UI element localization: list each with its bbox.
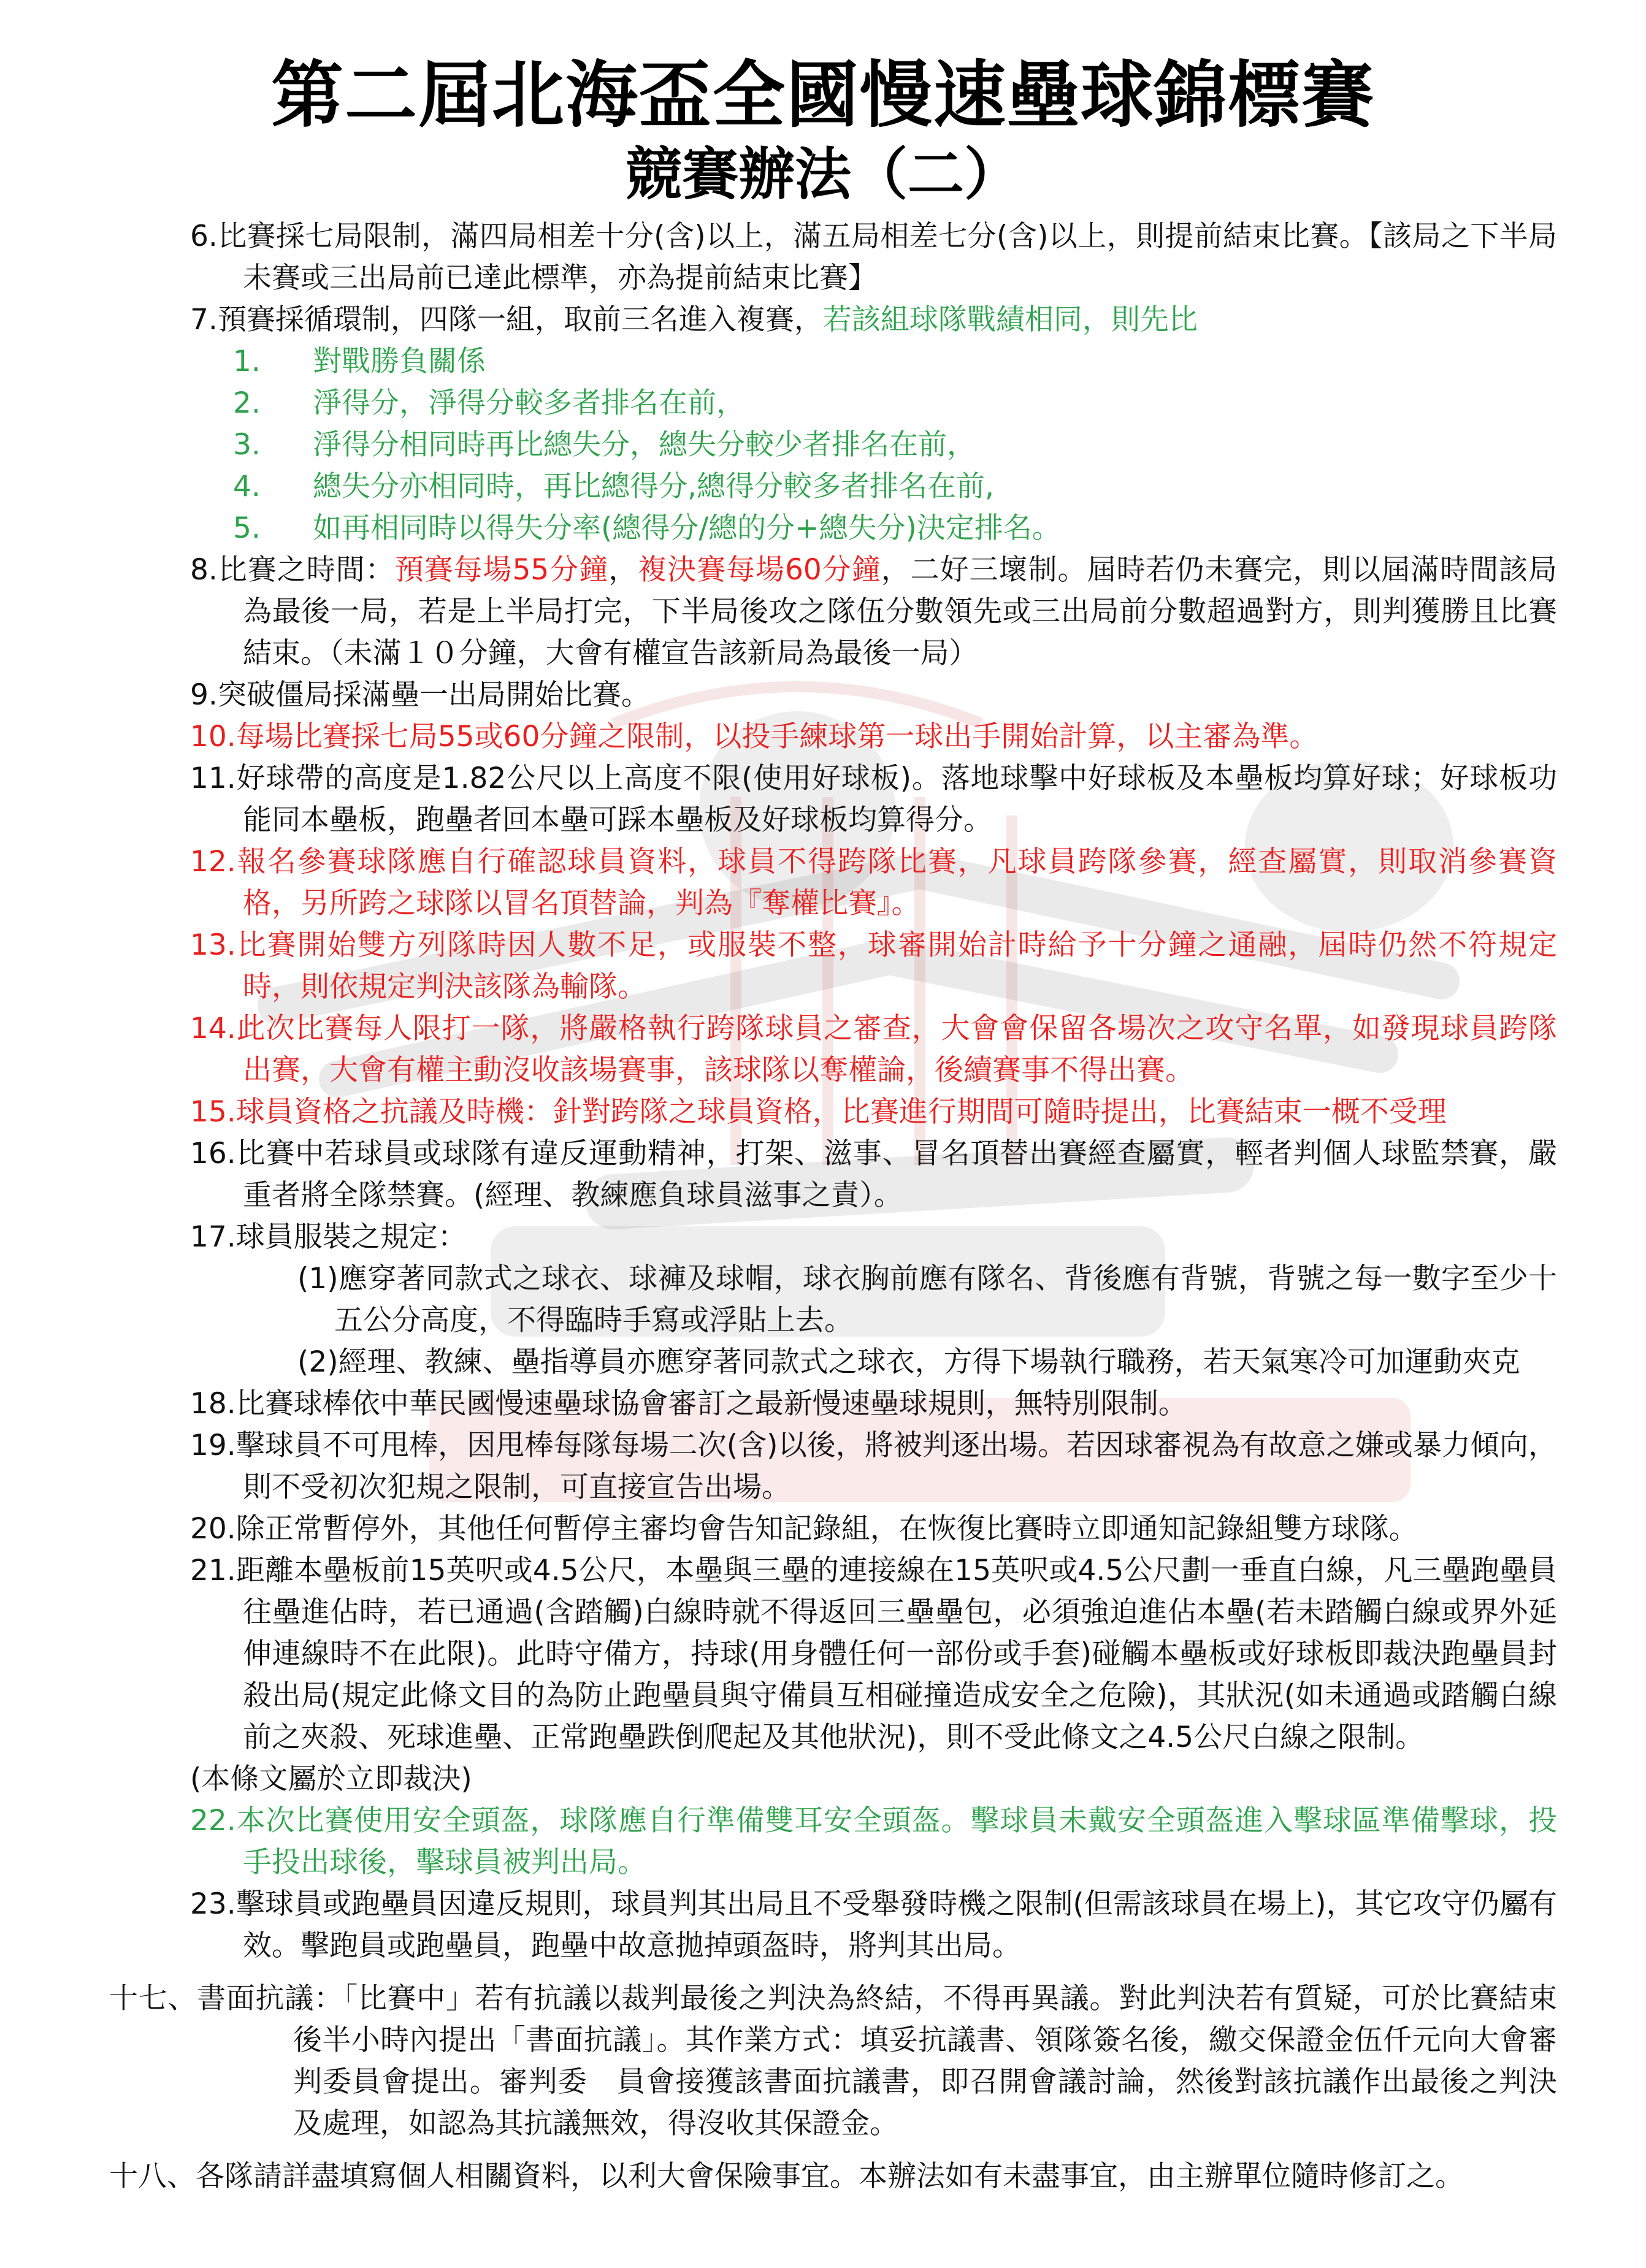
- rule-7: [190, 299, 1557, 341]
- list-text: 淨得分，淨得分較多者排名在前，: [313, 386, 745, 420]
- list-item: [233, 341, 1557, 383]
- list-number: 1.: [233, 345, 261, 378]
- list-item: [233, 466, 1557, 508]
- rule-8-prelim-time: 預賽每場55分鐘: [394, 553, 609, 587]
- rule-16: 16.比賽中若球員或球隊有違反運動精神，打架、滋事、冒名頂替出賽經查屬實，輕者判個人球監禁賽，嚴重者將全隊禁賽。(經理、教練應負球員滋事之責）。: [190, 1137, 1557, 1212]
- list-item: [233, 383, 1557, 424]
- rule-18: 18.比賽球棒依中華民國慢速壘球協會審訂之最新慢速壘球規則，無特別限制。: [190, 1387, 1187, 1421]
- rule-20: 20.除正常暫停外，其他任何暫停主審均會告知記錄組，在恢復比賽時立即通知記錄組雙方球隊。: [190, 1512, 1418, 1546]
- rule-11: 11.好球帶的高度是1.82公尺以上高度不限(使用好球板)。落地球擊中好球板及本壘板均算好球；好球板功能同本壘板，跑壘者回本壘可踩本壘板及好球板均算得分。: [190, 762, 1557, 837]
- page-title: 第二屆北海盃全國慢速壘球錦標賽: [270, 53, 1375, 137]
- rule-12: 12.報名參賽球隊應自行確認球員資料，球員不得跨隊比賽，凡球員跨隊參賽，經查屬實，則取消參賽資格，另所跨之球隊以冒名頂替論，判為『奪權比賽』。: [190, 845, 1557, 920]
- list-number: 3.: [233, 428, 261, 462]
- rule-8-lead: 8.比賽之時間：: [190, 553, 395, 587]
- rule-8-comma: ，: [608, 553, 638, 587]
- rule-21-note: (本條文屬於立即裁決): [190, 1762, 472, 1796]
- rule-8: [190, 549, 1557, 674]
- list-number: 5.: [233, 511, 261, 545]
- rule-23: 23.擊球員或跑壘員因違反規則，球員判其出局且不受舉發時機之限制(但需該球員在場上)，其它攻守仍屬有效。擊跑員或跑壘員，跑壘中故意拋掉頭盔時，將判其出局。: [190, 1887, 1557, 1963]
- list-text: 淨得分相同時再比總失分，總失分較少者排名在前，: [313, 428, 976, 462]
- rule-7-sublist: [233, 341, 1557, 549]
- rules-body: [110, 216, 1557, 2197]
- rule-13: 13.比賽開始雙方列隊時因人數不足，或服裝不整，球審開始計時給予十分鐘之通融，屆時仍然不符規定時，則依規定判決該隊為輸隊。: [190, 928, 1557, 1004]
- list-text: 如再相同時以得失分率(總得分/總的分+總失分)決定排名。: [313, 511, 1061, 545]
- rule-10: 10.每場比賽採七局55或60分鐘之限制，以投手練球第一球出手開始計算，以主審為準。: [190, 720, 1319, 754]
- section-17-protest: 十七、書面抗議：「比賽中」若有抗議以裁判最後之判決為終結，不得再異議。對此判決若有質疑，可於比賽結束後半小時內提出「書面抗議」。其作業方式：填妥抗議書、領隊簽名後，繳交保證金伍仟元向大會審判委員會提出。審判委 員會接獲該書面抗議書，即召開會議討論，然後對該抗議作出最後之判決及處理，如認為其抗議無效，得沒收其保證金。: [109, 1982, 1557, 2140]
- rule-9: 9.突破僵局採滿壘一出局開始比賽。: [190, 678, 650, 712]
- rule-14: 14.此次比賽每人限打一隊，將嚴格執行跨隊球員之審查，大會會保留各場次之攻守名單，如發現球員跨隊出賽，大會有權主動沒收該場賽事，該球隊以奪權論，後續賽事不得出賽。: [190, 1012, 1557, 1087]
- list-number: 2.: [233, 386, 261, 420]
- rule-19: 19.擊球員不可甩棒，因甩棒每隊每場二次(含)以後，將被判逐出場。若因球審視為有故意之嫌或暴力傾向，則不受初次犯規之限制，可直接宣告出場。: [190, 1429, 1557, 1504]
- rule-7-text: 7.預賽採循環制，四隊一組，取前三名進入複賽，: [190, 303, 823, 337]
- list-text: 總失分亦相同時，再比總得分,總得分較多者排名在前,: [313, 470, 994, 503]
- rule-15: 15.球員資格之抗議及時機：針對跨隊之球員資格，比賽進行期間可隨時提出，比賽結束一概不受理: [190, 1095, 1447, 1129]
- list-text: 對戰勝負關係: [313, 345, 486, 378]
- page-subtitle: 競賽辦法（二）: [625, 142, 1020, 207]
- list-item: [233, 424, 1557, 466]
- list-number: 4.: [233, 470, 261, 503]
- rule-8-rest: ，二好三壞制。屆時若仍未賽完，則以屆滿時間該局為最後一局，若是上半局打完，下半局後攻之隊伍分數領先或三出局前分數超過對方，則判獲勝且比賽結束。（未滿１０分鐘，大會有權宣告該新局為最後一局）: [243, 553, 1557, 670]
- rule-7-tiebreak: 若該組球隊戰績相同，則先比: [822, 303, 1198, 337]
- rule-17: 17.球員服裝之規定：: [190, 1220, 467, 1254]
- list-item: [233, 508, 1557, 549]
- rule-8-final-time: 複決賽每場60分鐘: [638, 553, 881, 587]
- rule-21: 21.距離本壘板前15英呎或4.5公尺，本壘與三壘的連接線在15英呎或4.5公尺劃一垂直白線，凡三壘跑壘員往壘進佔時，若已通過(含踏觸)白線時就不得返回三壘壘包，必須強迫進佔本壘(若未踏觸白線或界外延伸連線時不在此限)。此時守備方，持球(用身體任何一部份或手套)碰觸本壘板或好球板即裁決跑壘員封殺出局(規定此條文目的為防止跑壘員與守備員互相碰撞造成安全之危險)，其狀況(如未通過或踏觸白線前之夾殺、死球進壘、正常跑壘跌倒爬起及其他狀況)，則不受此條文之4.5公尺白線之限制。: [190, 1554, 1557, 1754]
- rule-17-item-2: (2)經理、教練、壘指導員亦應穿著同款式之球衣，方得下場執行職務，若天氣寒冷可加運動夾克: [297, 1345, 1520, 1379]
- section-18-insurance: 十八、各隊請詳盡填寫個人相關資料，以利大會保險事宜。本辦法如有未盡事宜，由主辦單位隨時修訂之。: [109, 2159, 1464, 2193]
- rule-17-item-1: (1)應穿著同款式之球衣、球褲及球帽，球衣胸前應有隊名、背後應有背號，背號之每一數字至少十五公分高度，不得臨時手寫或浮貼上去。: [297, 1262, 1557, 1337]
- rule-6: 6.比賽採七局限制，滿四局相差十分(含)以上，滿五局相差七分(含)以上，則提前結束比賽。【該局之下半局未賽或三出局前已達此標準，亦為提前結束比賽】: [190, 220, 1557, 295]
- rule-22: 22.本次比賽使用安全頭盔，球隊應自行準備雙耳安全頭盔。擊球員未戴安全頭盔進入擊球區準備擊球，投手投出球後，擊球員被判出局。: [190, 1804, 1557, 1879]
